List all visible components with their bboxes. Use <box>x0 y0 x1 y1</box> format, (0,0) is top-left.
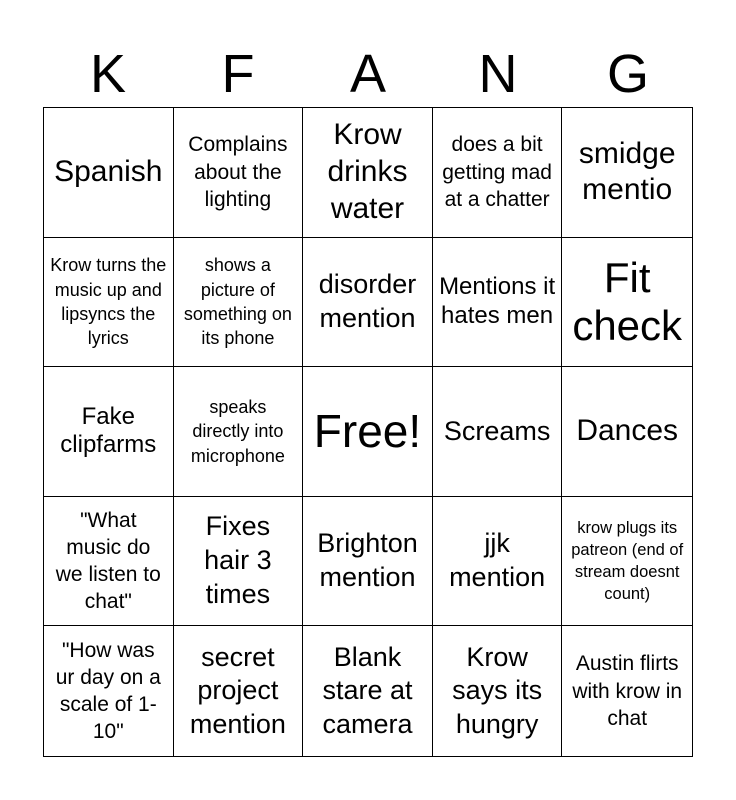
header-letter-g: G <box>606 44 649 104</box>
bingo-cell-r5-c5[interactable]: Austin flirts with krow in chat <box>572 652 683 730</box>
bingo-header <box>43 40 693 108</box>
header-letter-k: K <box>89 44 127 104</box>
bingo-cell-r1-c2[interactable]: Complains about the lighting <box>174 108 304 238</box>
bingo-cell-r5-c1[interactable]: "How was ur day on a scale of 1-10" <box>44 626 174 756</box>
bingo-cell-r4-c3[interactable]: Brighton mention <box>303 497 433 627</box>
bingo-cell-r4-c1[interactable]: "What music do we listen to chat" <box>44 497 174 627</box>
bingo-cell-r3-c5[interactable]: Dances <box>562 367 692 497</box>
header-letter-a: A <box>349 44 387 104</box>
bingo-cell-r3-c4[interactable]: Screams <box>433 367 563 497</box>
bingo-cell-r4-c4[interactable]: jjk mention <box>433 497 563 627</box>
header-letter-n: N <box>478 44 518 104</box>
bingo-cell-r3-c1[interactable]: Fake clipfarms <box>44 367 174 497</box>
header-letter-f: F <box>221 44 255 104</box>
bingo-cell-r2-c3[interactable]: disorder mention <box>303 238 433 368</box>
bingo-cell-r5-c4[interactable]: Krow says its hungry <box>433 626 563 756</box>
bingo-cell-r1-c1[interactable]: Spanish <box>44 108 174 238</box>
bingo-cell-free[interactable]: Free! <box>303 367 433 497</box>
bingo-cell-r4-c5[interactable]: krow plugs its patreon (end of stream doesnt count) <box>562 497 692 627</box>
bingo-cell-r1-c3[interactable]: Krow drinks water <box>303 108 433 238</box>
bingo-grid <box>43 107 693 757</box>
bingo-cell-r5-c2[interactable]: secret project mention <box>174 626 304 756</box>
bingo-cell-r2-c1[interactable]: Krow turns the music up and lipsyncs the lyrics <box>44 238 174 368</box>
bingo-cell-r2-c2[interactable]: shows a picture of something on its phone <box>174 238 304 368</box>
bingo-cell-r5-c3[interactable]: Blank stare at camera <box>303 626 433 756</box>
bingo-cell-r1-c4[interactable]: does a bit getting mad at a chatter <box>433 108 563 238</box>
bingo-cell-r2-c4[interactable]: Mentions it hates men <box>433 238 563 368</box>
bingo-cell-r4-c2[interactable]: Fixes hair 3 times <box>174 497 304 627</box>
bingo-cell-r2-c5[interactable]: Fit check <box>562 238 692 368</box>
bingo-cell-r1-c5[interactable]: smidge mentio <box>562 108 692 238</box>
bingo-cell-r3-c2[interactable]: speaks directly into microphone <box>174 367 304 497</box>
